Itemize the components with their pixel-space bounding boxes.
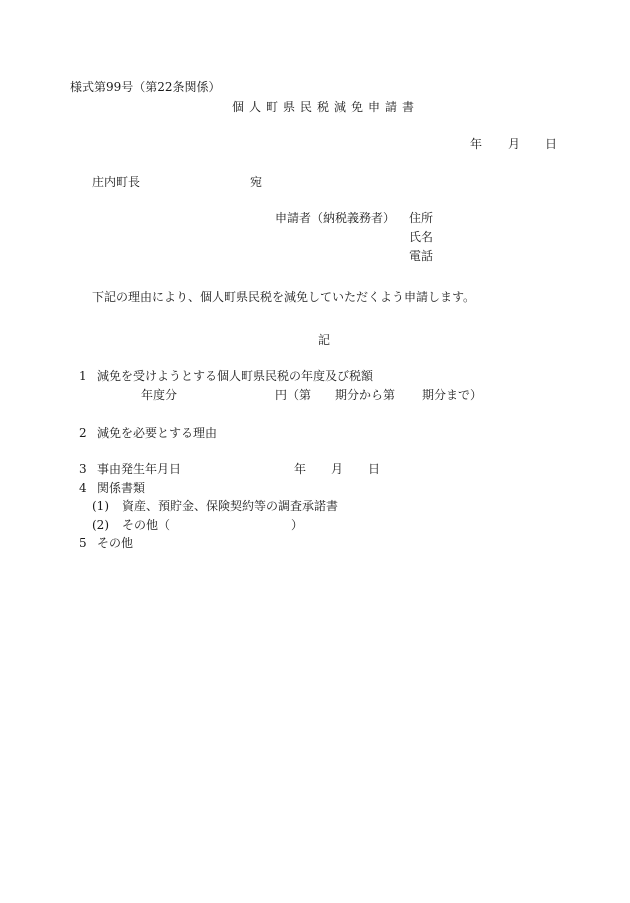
item-3-label: 事由発生年月日 [97, 462, 182, 476]
item-4-sub-2-close: ） [291, 518, 304, 532]
item-3-year: 年 [294, 462, 307, 476]
item-3-month: 月 [331, 462, 344, 476]
date-day-label: 日 [545, 137, 558, 151]
item-4-sub-1-number: (1) [92, 499, 109, 513]
item-4-label: 関係書類 [97, 481, 146, 495]
item-5-number: 5 [79, 536, 87, 550]
form-number: 様式第99号（第22条関係） [70, 80, 221, 94]
applicant-name-label: 氏名 [409, 230, 434, 244]
addressee-name: 庄内町長 [92, 175, 141, 189]
item-1-period-to: 期分まで） [422, 388, 483, 402]
item-4-sub-2-open: その他（ [122, 518, 171, 532]
date-month-label: 月 [508, 137, 521, 151]
item-5-label: その他 [97, 536, 134, 550]
applicant-address-label: 住所 [409, 211, 434, 225]
item-2-label: 減免を必要とする理由 [97, 426, 218, 440]
addressee-suffix: 宛 [250, 175, 263, 189]
item-2-number: 2 [79, 426, 87, 440]
item-1-yen-part: 円（第 [275, 388, 312, 402]
item-4-number: 4 [79, 481, 87, 495]
form-title: 個人町県民税減免申請書 [232, 100, 420, 114]
item-1-label: 減免を受けようとする個人町県民税の年度及び税額 [97, 369, 374, 383]
item-4-sub-2-number: (2) [92, 518, 109, 532]
item-1-period-from: 期分から第 [335, 388, 396, 402]
ki-heading: 記 [318, 333, 331, 347]
item-3-number: 3 [79, 462, 87, 476]
applicant-phone-label: 電話 [409, 249, 434, 263]
request-statement: 下記の理由により、個人町県民税を減免していただくよう申請します。 [92, 290, 476, 304]
applicant-label: 申請者（納税義務者） [275, 211, 396, 225]
item-1-number: 1 [79, 369, 87, 383]
item-1-year-part: 年度分 [141, 388, 178, 402]
item-3-day: 日 [368, 462, 381, 476]
date-year-label: 年 [470, 137, 483, 151]
item-4-sub-1-label: 資産、預貯金、保険契約等の調査承諾書 [122, 499, 339, 513]
